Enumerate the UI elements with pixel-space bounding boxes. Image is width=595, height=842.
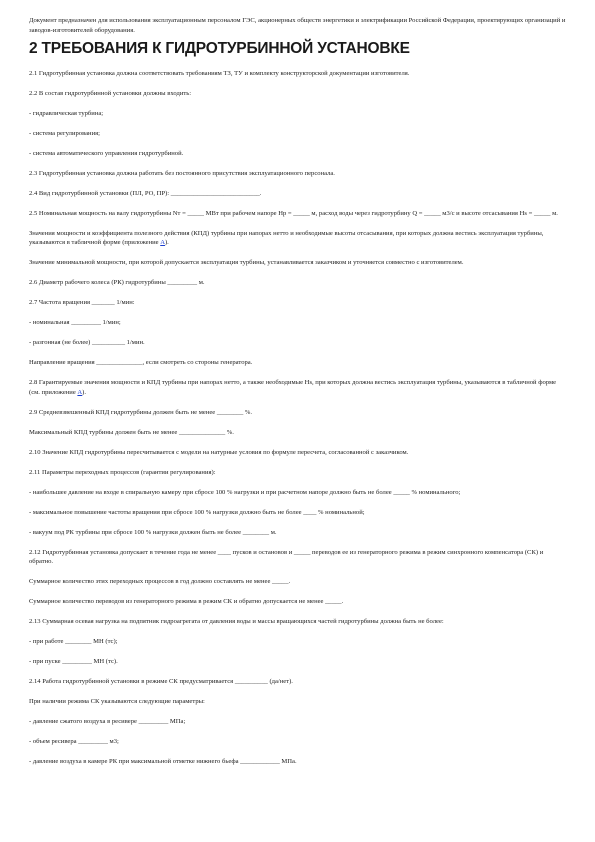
paragraph — [29, 229, 567, 248]
paragraph — [29, 528, 567, 537]
paragraph — [29, 358, 567, 367]
paragraph-list — [29, 69, 567, 767]
paragraph — [29, 378, 567, 397]
paragraph — [29, 149, 567, 158]
paragraph-text: 2.8 Гарантируемые значения мощности и КПД турбины при напорах нетто, а также необходимые Hs, при которых должна вестись эксплуатация турбины, указываются в табличной форме (см. приложение — [29, 379, 557, 396]
paragraph — [29, 129, 567, 138]
paragraph-text: Направление вращения ______________, если смотреть со стороны генератора. — [29, 359, 253, 367]
paragraph — [29, 69, 567, 78]
paragraph-text: - давление сжатого воздуха в ресивере _________ МПа; — [29, 718, 186, 726]
paragraph-text: 2.13 Суммарная осевая нагрузка на подпятник гидроагрегата от давления воды и массы вращающихся частей гидротурбины должна быть не более: — [29, 618, 444, 626]
paragraph-text: Значение минимальной мощности, при которой допускается эксплуатация турбины, устанавливается заказчиком и уточняется совместно с изготовителем. — [29, 259, 464, 267]
paragraph — [29, 757, 567, 766]
paragraph — [29, 717, 567, 726]
paragraph — [29, 109, 567, 118]
paragraph-text: - максимальное повышение частоты вращения при сбросе 100 % нагрузки должно быть не более ____ % номинальной; — [29, 508, 365, 516]
appendix-link[interactable]: А — [160, 239, 165, 247]
intro-text: Документ предназначен для использования эксплуатационным персоналом ГЭС, акционерных обществ энергетики и электрификации Российской Федерации, проектирующих организаций и заводов-изготовителей оборудования. — [29, 17, 566, 34]
paragraph-text-tail: ). — [82, 388, 87, 396]
paragraph-text: - система регулирования; — [29, 130, 100, 137]
paragraph — [29, 597, 567, 606]
paragraph — [29, 258, 567, 267]
paragraph-text: 2.4 Вид гидротурбинной установки (ПЛ, РО, ПР): ___________________________. — [29, 190, 262, 197]
paragraph-text: 2.11 Параметры переходных процессов (гарантии регулирования): — [29, 468, 216, 476]
paragraph — [29, 428, 567, 437]
paragraph — [29, 548, 567, 567]
paragraph — [29, 278, 567, 287]
paragraph-text-tail: ). — [164, 239, 169, 247]
paragraph — [29, 677, 567, 686]
document-page — [29, 16, 567, 777]
paragraph-text: Максимальный КПД турбины должен быть не менее ______________ %. — [29, 428, 234, 436]
paragraph-text: 2.5 Номинальная мощность на валу гидротурбины Nт = _____ МВт при рабочем напоре Hр = _____ м, расход воды через гидротурбину Q = _____ м3/с и высоте отсасывания Hs = _____ м. — [29, 210, 558, 217]
paragraph-text: - номинальная _________ 1/мин; — [29, 319, 121, 327]
paragraph-text: - гидравлическая турбина; — [29, 110, 104, 117]
paragraph-text: Суммарное количество переводов из генераторного режима в режим СК и обратно допускается не менее _____. — [29, 598, 344, 606]
paragraph-text: - вакуум под РК турбины при сбросе 100 % нагрузки должен быть не более ________ м. — [29, 528, 277, 536]
paragraph-text: 2.9 Средневзвешенный КПД гидротурбины должен быть не менее ________ %. — [29, 408, 253, 416]
paragraph — [29, 577, 567, 586]
paragraph — [29, 508, 567, 517]
paragraph — [29, 657, 567, 666]
paragraph — [29, 338, 567, 347]
paragraph-text: - система автоматического управления гидротурбиной. — [29, 150, 184, 157]
paragraph-text: Суммарное количество этих переходных процессов в год должно составлять не менее _____. — [29, 578, 291, 586]
paragraph-text: При наличии режима СК указываются следующие параметры: — [29, 698, 205, 706]
paragraph — [29, 448, 567, 457]
paragraph — [29, 408, 567, 417]
paragraph-text: 2.14 Работа гидротурбинной установки в режиме СК предусматривается __________ (да/нет). — [29, 678, 293, 686]
paragraph — [29, 189, 567, 198]
paragraph-text: 2.7 Частота вращения _______ 1/мин: — [29, 299, 135, 307]
paragraph-text: 2.10 Значение КПД гидротурбины пересчитывается с модели на натурные условия по формуле пересчета, согласованной с заказчиком. — [29, 448, 409, 456]
paragraph — [29, 617, 567, 626]
paragraph — [29, 488, 567, 497]
paragraph — [29, 209, 567, 218]
paragraph — [29, 737, 567, 746]
paragraph — [29, 169, 567, 178]
paragraph-text: 2.1 Гидротурбинная установка должна соответствовать требованиям ТЗ, ТУ и комплекту конструкторской документации изготовителя. — [29, 70, 410, 77]
section-heading: 2 ТРЕБОВАНИЯ К ГИДРОТУРБИННОЙ УСТАНОВКЕ — [29, 40, 410, 57]
appendix-link[interactable]: А — [77, 388, 83, 396]
paragraph — [29, 697, 567, 706]
paragraph-text: 2.2 В состав гидротурбинной установки должны входить: — [29, 90, 192, 97]
paragraph-text: - разгонная (не более) __________ 1/мин. — [29, 339, 145, 347]
paragraph-text: Значения мощности и коэффициента полезного действия (КПД) турбины при напорах нетто и необходимые высоты отсасывания, при которых должна вестись эксплуатация турбины, указываются в табличной форме (приложение — [29, 230, 544, 247]
paragraph-text: - объем ресивера _________ м3; — [29, 738, 119, 746]
paragraph — [29, 89, 567, 98]
paragraph-text: - при пуске _________ МН (тс). — [29, 658, 118, 666]
paragraph-text: - при работе ________ МН (тс); — [29, 638, 118, 646]
paragraph-text: 2.12 Гидротурбинная установка допускает в течение года не менее ____ пусков и остановов и _____ переводов ее из генераторного режима в режим синхронного компенсатора (СК) и обратно. — [29, 548, 544, 566]
paragraph-text: 2.3 Гидротурбинная установка должна работать без постоянного присутствия эксплуатационного персонала. — [29, 170, 335, 177]
paragraph-text: 2.6 Диаметр рабочего колеса (РК) гидротурбины _________ м. — [29, 279, 205, 287]
paragraph-text: - наибольшее давление на входе в спиральную камеру при сбросе 100 % нагрузки и при расчетном напоре должно быть не более _____ % номинального; — [29, 488, 461, 496]
paragraph — [29, 318, 567, 327]
paragraph — [29, 637, 567, 646]
paragraph — [29, 468, 567, 477]
paragraph — [29, 298, 567, 307]
paragraph-text: - давление воздуха в камере РК при максимальной отметке нижнего бьефа ____________ МПа. — [29, 758, 297, 766]
